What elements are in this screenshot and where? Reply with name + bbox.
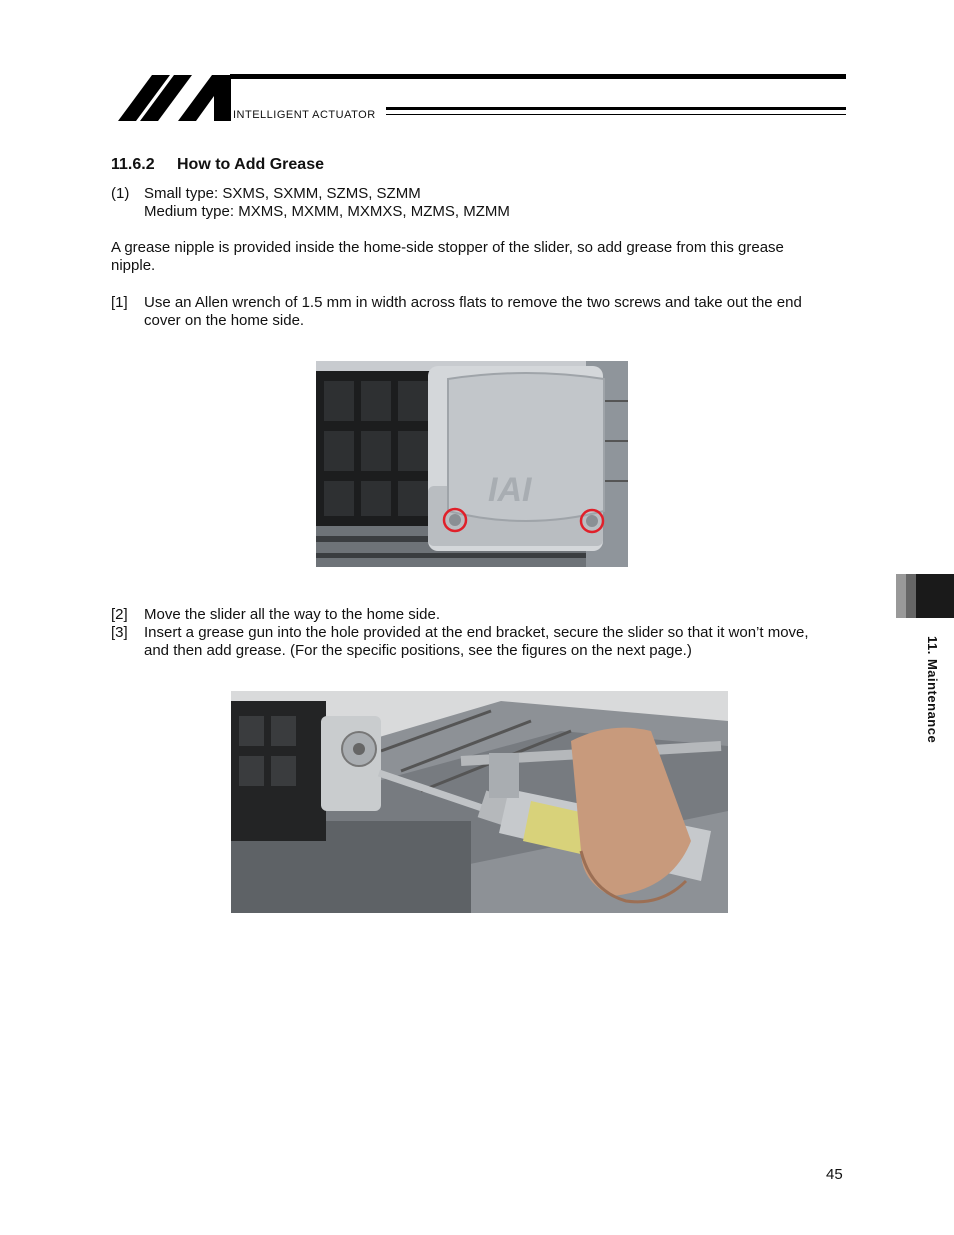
grease-gun-photo [231, 691, 728, 913]
step-2-line-1: Move the slider all the way to the home side. [144, 606, 440, 623]
item-1-line-1: Small type: SXMS, SXMM, SZMS, SZMM [144, 185, 421, 202]
step-2 [111, 606, 846, 624]
page-number: 45 [826, 1166, 843, 1183]
intro-line-2: nipple. [111, 257, 156, 274]
side-tab-stripe-mid [906, 574, 916, 618]
intro-paragraph [111, 239, 846, 275]
item-1 [111, 185, 841, 221]
step-1-line-1: Use an Allen wrench of 1.5 mm in width across flats to remove the two screws and take out the end [144, 294, 802, 311]
brand-text: INTELLIGENT ACTUATOR [233, 109, 376, 121]
step-1 [111, 294, 846, 330]
step-3-line-2: and then add grease. (For the specific positions, see the figures on the next page.) [144, 642, 692, 659]
step-1-line-2: cover on the home side. [144, 312, 305, 329]
intro-line-1: A grease nipple is provided inside the home-side stopper of the slider, so add grease from this grease [111, 239, 784, 256]
side-tab-block [916, 574, 954, 618]
side-tab-stripe-light [896, 574, 906, 618]
section-number: 11.6.2 [111, 156, 155, 173]
step-3-label: [3] [111, 624, 128, 641]
header-rule-top [230, 74, 846, 79]
step-3 [111, 624, 846, 660]
header-rule-low [386, 114, 846, 115]
step-2-label: [2] [111, 606, 128, 623]
item-1-label: (1) [111, 185, 130, 202]
section-title: How to Add Grease [177, 156, 324, 173]
step-1-label: [1] [111, 294, 128, 311]
iai-logo-icon [118, 74, 233, 122]
chapter-side-label: 11. Maintenance [925, 636, 940, 744]
item-1-line-2: Medium type: MXMS, MXMM, MXMXS, MZMS, MZMM [144, 203, 510, 220]
header-rule-mid [386, 107, 846, 110]
embossed-logo-text: IAI [488, 471, 532, 509]
section-heading [111, 156, 324, 174]
actuator-end-cover-photo [316, 361, 628, 567]
step-3-line-1: Insert a grease gun into the hole provided at the end bracket, secure the slider so that it won’t move, [144, 624, 809, 641]
